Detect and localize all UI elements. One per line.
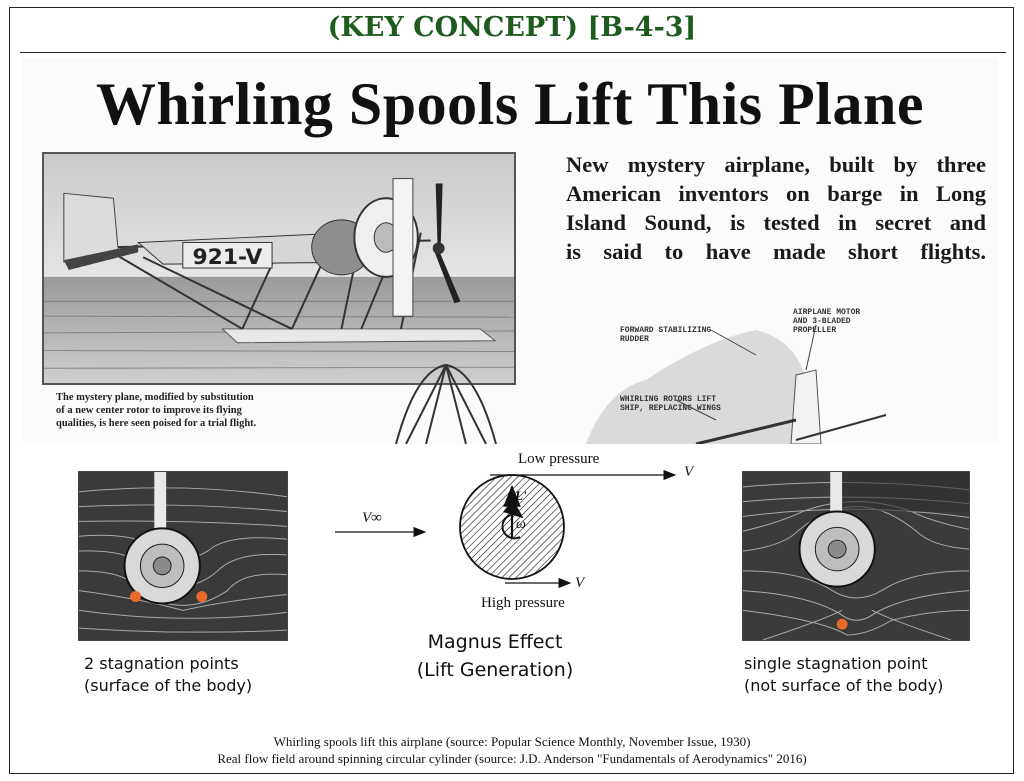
label-forward-rudder bbox=[620, 326, 711, 344]
label-whirling-rotors bbox=[620, 395, 721, 413]
stagnation-point bbox=[196, 591, 207, 602]
cutaway-label-line: PROPELLER bbox=[793, 326, 837, 335]
caption-line: The mystery plane, modified by substitution bbox=[56, 392, 254, 403]
v-infinity-label: V∞ bbox=[362, 510, 382, 526]
cutaway-label-line: WHIRLING ROTORS LIFT bbox=[620, 395, 717, 404]
flow-photo-two-stagnation bbox=[78, 471, 288, 641]
cutaway-label-line: RUDDER bbox=[620, 335, 649, 344]
article-headline: Whirling Spools Lift This Plane bbox=[96, 71, 924, 137]
right-label-line: (not surface of the body) bbox=[744, 676, 944, 695]
lift-label: L' bbox=[515, 488, 527, 503]
magnus-title bbox=[410, 628, 580, 684]
right-figure-label bbox=[744, 653, 943, 697]
magnus-title-line: Magnus Effect bbox=[427, 631, 563, 653]
source-footer bbox=[0, 733, 1024, 767]
v-top-label: V bbox=[684, 464, 694, 480]
subhead-line: American inventors on barge in Long bbox=[566, 181, 986, 206]
cutaway-label-line: AIRPLANE MOTOR bbox=[793, 308, 861, 317]
cutaway-label-line: FORWARD STABILIZING bbox=[620, 326, 712, 335]
article-subhead bbox=[566, 150, 986, 266]
stagnation-point bbox=[837, 619, 848, 630]
label-motor-propeller bbox=[793, 308, 860, 335]
stagnation-point bbox=[130, 591, 141, 602]
low-pressure-label: Low pressure bbox=[518, 451, 600, 467]
flow-photo-single-stagnation bbox=[742, 471, 970, 641]
omega-label: ω bbox=[516, 517, 526, 532]
left-figure-label bbox=[84, 653, 252, 697]
plane-registration: 921-V bbox=[192, 245, 263, 271]
magnus-title-line: (Lift Generation) bbox=[416, 659, 574, 681]
footer-line: Whirling spools lift this airplane (source: Popular Science Monthly, November Issue, 1930) bbox=[273, 734, 751, 749]
cutaway-label-line: SHIP, REPLACING WINGS bbox=[620, 404, 721, 413]
caption-line: qualities, is here seen poised for a trial flight. bbox=[56, 418, 257, 429]
cutaway-label-line: AND 3-BLADED bbox=[793, 317, 851, 326]
slide-header: (KEY CONCEPT) [B-4-3] bbox=[327, 12, 697, 43]
subhead-line: is said to have made short flights. bbox=[566, 239, 986, 264]
caption-line: of a new center rotor to improve its flying bbox=[56, 405, 242, 416]
photo-caption bbox=[56, 391, 346, 430]
header-divider bbox=[20, 52, 1006, 53]
right-label-line: single stagnation point bbox=[744, 654, 928, 673]
left-label-line: 2 stagnation points bbox=[84, 654, 239, 673]
high-pressure-label: High pressure bbox=[481, 595, 565, 611]
subhead-line: New mystery airplane, built by three bbox=[566, 152, 986, 177]
v-bottom-label: V bbox=[575, 575, 585, 591]
subhead-line: Island Sound, is tested in secret and bbox=[566, 210, 986, 235]
footer-line: Real flow field around spinning circular cylinder (source: J.D. Anderson "Fundamentals of Aerodynamics" 2016) bbox=[217, 751, 807, 766]
left-label-line: (surface of the body) bbox=[84, 676, 253, 695]
